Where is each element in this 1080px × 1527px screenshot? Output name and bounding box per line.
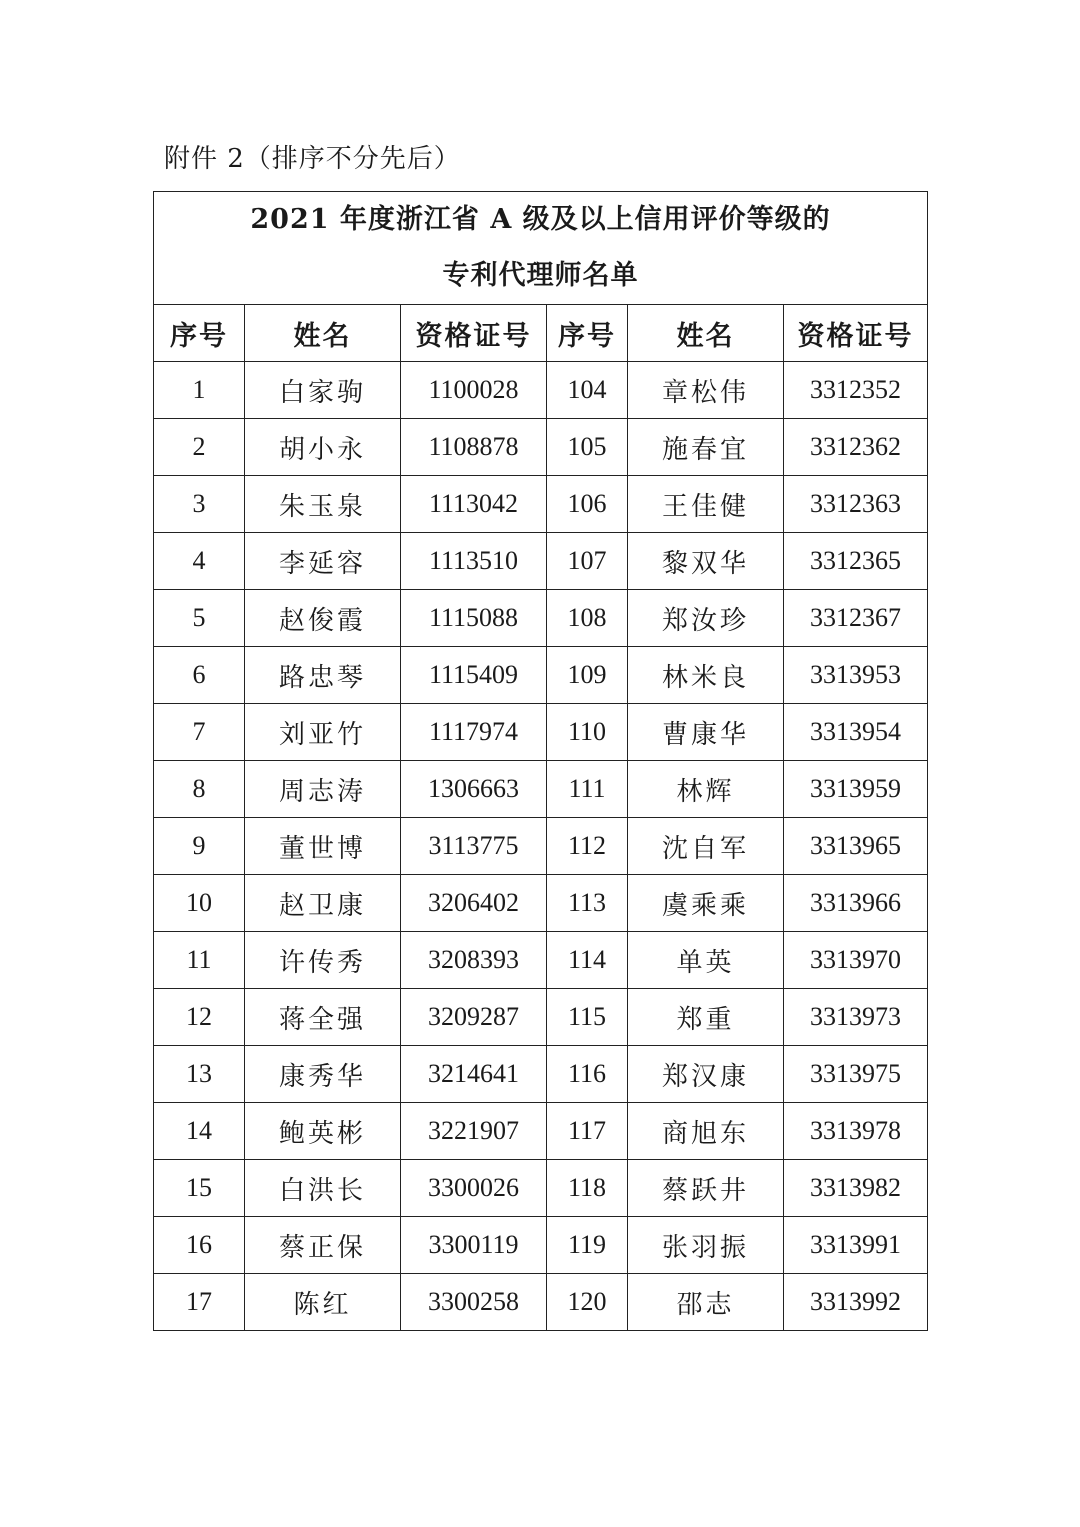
cert-left-cell: 3214641	[401, 1046, 547, 1103]
seq-left-cell: 1	[154, 362, 245, 419]
seq-right-cell: 110	[547, 704, 628, 761]
table-row	[154, 1274, 928, 1331]
cert-left-cell: 1306663	[401, 761, 547, 818]
seq-right-cell: 120	[547, 1274, 628, 1331]
name-left-cell: 胡小永	[245, 419, 401, 476]
cert-left-cell: 3221907	[401, 1103, 547, 1160]
header-name-right: 姓名	[628, 305, 784, 362]
seq-right-cell: 119	[547, 1217, 628, 1274]
cert-left-cell: 1113510	[401, 533, 547, 590]
header-seq-left: 序号	[154, 305, 245, 362]
cert-right-cell: 3313973	[784, 989, 928, 1046]
seq-right-cell: 112	[547, 818, 628, 875]
header-cert-right: 资格证号	[784, 305, 928, 362]
seq-left-cell: 2	[154, 419, 245, 476]
name-left-cell: 赵俊霞	[245, 590, 401, 647]
table-row	[154, 1217, 928, 1274]
table-row	[154, 1160, 928, 1217]
title-row	[154, 192, 928, 305]
attachment-note: 附件 2（排序不分先后）	[164, 144, 461, 174]
seq-right-cell: 118	[547, 1160, 628, 1217]
name-left-cell: 周志涛	[245, 761, 401, 818]
cert-right-cell: 3313954	[784, 704, 928, 761]
cert-right-cell: 3312363	[784, 476, 928, 533]
cert-right-cell: 3313991	[784, 1217, 928, 1274]
seq-right-cell: 115	[547, 989, 628, 1046]
seq-left-cell: 3	[154, 476, 245, 533]
seq-left-cell: 11	[154, 932, 245, 989]
table-row	[154, 704, 928, 761]
seq-right-cell: 109	[547, 647, 628, 704]
cert-left-cell: 3113775	[401, 818, 547, 875]
name-right-cell: 黎双华	[628, 533, 784, 590]
seq-left-cell: 6	[154, 647, 245, 704]
table-title	[154, 192, 928, 305]
name-left-cell: 陈红	[245, 1274, 401, 1331]
seq-left-cell: 4	[154, 533, 245, 590]
seq-right-cell: 111	[547, 761, 628, 818]
cert-left-cell: 3300119	[401, 1217, 547, 1274]
cert-left-cell: 3209287	[401, 989, 547, 1046]
cert-right-cell: 3313970	[784, 932, 928, 989]
seq-right-cell: 116	[547, 1046, 628, 1103]
table-row	[154, 419, 928, 476]
seq-right-cell: 108	[547, 590, 628, 647]
cert-left-cell: 1115409	[401, 647, 547, 704]
name-left-cell: 白洪长	[245, 1160, 401, 1217]
seq-left-cell: 12	[154, 989, 245, 1046]
name-left-cell: 许传秀	[245, 932, 401, 989]
name-right-cell: 邵志	[628, 1274, 784, 1331]
seq-left-cell: 13	[154, 1046, 245, 1103]
cert-right-cell: 3313953	[784, 647, 928, 704]
table-row	[154, 647, 928, 704]
seq-left-cell: 9	[154, 818, 245, 875]
agent-roster-table	[153, 191, 928, 1331]
header-cert-left: 资格证号	[401, 305, 547, 362]
roster-body	[154, 362, 928, 1331]
name-right-cell: 商旭东	[628, 1103, 784, 1160]
seq-left-cell: 5	[154, 590, 245, 647]
name-right-cell: 曹康华	[628, 704, 784, 761]
name-left-cell: 李延容	[245, 533, 401, 590]
cert-left-cell: 3300026	[401, 1160, 547, 1217]
name-right-cell: 林米良	[628, 647, 784, 704]
cert-left-cell: 3300258	[401, 1274, 547, 1331]
name-left-cell: 白家驹	[245, 362, 401, 419]
seq-right-cell: 114	[547, 932, 628, 989]
name-right-cell: 沈自军	[628, 818, 784, 875]
name-left-cell: 康秀华	[245, 1046, 401, 1103]
name-right-cell: 单英	[628, 932, 784, 989]
seq-left-cell: 14	[154, 1103, 245, 1160]
name-right-cell: 章松伟	[628, 362, 784, 419]
cert-left-cell: 1100028	[401, 362, 547, 419]
table-row	[154, 362, 928, 419]
seq-left-cell: 10	[154, 875, 245, 932]
table-row	[154, 1103, 928, 1160]
cert-left-cell: 1113042	[401, 476, 547, 533]
cert-right-cell: 3312367	[784, 590, 928, 647]
table-row	[154, 989, 928, 1046]
seq-left-cell: 16	[154, 1217, 245, 1274]
name-right-cell: 郑汉康	[628, 1046, 784, 1103]
name-left-cell: 蒋全强	[245, 989, 401, 1046]
cert-left-cell: 1108878	[401, 419, 547, 476]
cert-left-cell: 1115088	[401, 590, 547, 647]
seq-left-cell: 8	[154, 761, 245, 818]
cert-right-cell: 3313978	[784, 1103, 928, 1160]
seq-right-cell: 113	[547, 875, 628, 932]
table-row	[154, 818, 928, 875]
table-title-line-2: 专利代理师名单	[442, 260, 639, 291]
name-right-cell: 张羽振	[628, 1217, 784, 1274]
table-title-line-1: 2021 年度浙江省 A 级及以上信用评价等级的	[250, 204, 831, 235]
header-row	[154, 305, 928, 362]
cert-right-cell: 3312362	[784, 419, 928, 476]
seq-left-cell: 7	[154, 704, 245, 761]
table-row	[154, 476, 928, 533]
name-right-cell: 林辉	[628, 761, 784, 818]
name-right-cell: 虞乘乘	[628, 875, 784, 932]
cert-right-cell: 3312352	[784, 362, 928, 419]
name-left-cell: 朱玉泉	[245, 476, 401, 533]
name-left-cell: 赵卫康	[245, 875, 401, 932]
seq-right-cell: 106	[547, 476, 628, 533]
name-right-cell: 蔡跃井	[628, 1160, 784, 1217]
cert-right-cell: 3313992	[784, 1274, 928, 1331]
table-row	[154, 533, 928, 590]
table-row	[154, 1046, 928, 1103]
table-row	[154, 875, 928, 932]
table-row	[154, 590, 928, 647]
cert-left-cell: 3206402	[401, 875, 547, 932]
name-right-cell: 郑汝珍	[628, 590, 784, 647]
name-left-cell: 董世博	[245, 818, 401, 875]
cert-right-cell: 3313982	[784, 1160, 928, 1217]
name-right-cell: 郑重	[628, 989, 784, 1046]
header-seq-right: 序号	[547, 305, 628, 362]
cert-right-cell: 3313975	[784, 1046, 928, 1103]
seq-right-cell: 104	[547, 362, 628, 419]
seq-left-cell: 17	[154, 1274, 245, 1331]
cert-left-cell: 3208393	[401, 932, 547, 989]
cert-right-cell: 3312365	[784, 533, 928, 590]
cert-right-cell: 3313966	[784, 875, 928, 932]
name-left-cell: 路忠琴	[245, 647, 401, 704]
name-left-cell: 鲍英彬	[245, 1103, 401, 1160]
name-left-cell: 蔡正保	[245, 1217, 401, 1274]
table-row	[154, 932, 928, 989]
header-name-left: 姓名	[245, 305, 401, 362]
name-right-cell: 施春宜	[628, 419, 784, 476]
cert-right-cell: 3313965	[784, 818, 928, 875]
seq-right-cell: 107	[547, 533, 628, 590]
seq-right-cell: 105	[547, 419, 628, 476]
cert-left-cell: 1117974	[401, 704, 547, 761]
seq-right-cell: 117	[547, 1103, 628, 1160]
table-row	[154, 761, 928, 818]
name-left-cell: 刘亚竹	[245, 704, 401, 761]
cert-right-cell: 3313959	[784, 761, 928, 818]
seq-left-cell: 15	[154, 1160, 245, 1217]
name-right-cell: 王佳健	[628, 476, 784, 533]
